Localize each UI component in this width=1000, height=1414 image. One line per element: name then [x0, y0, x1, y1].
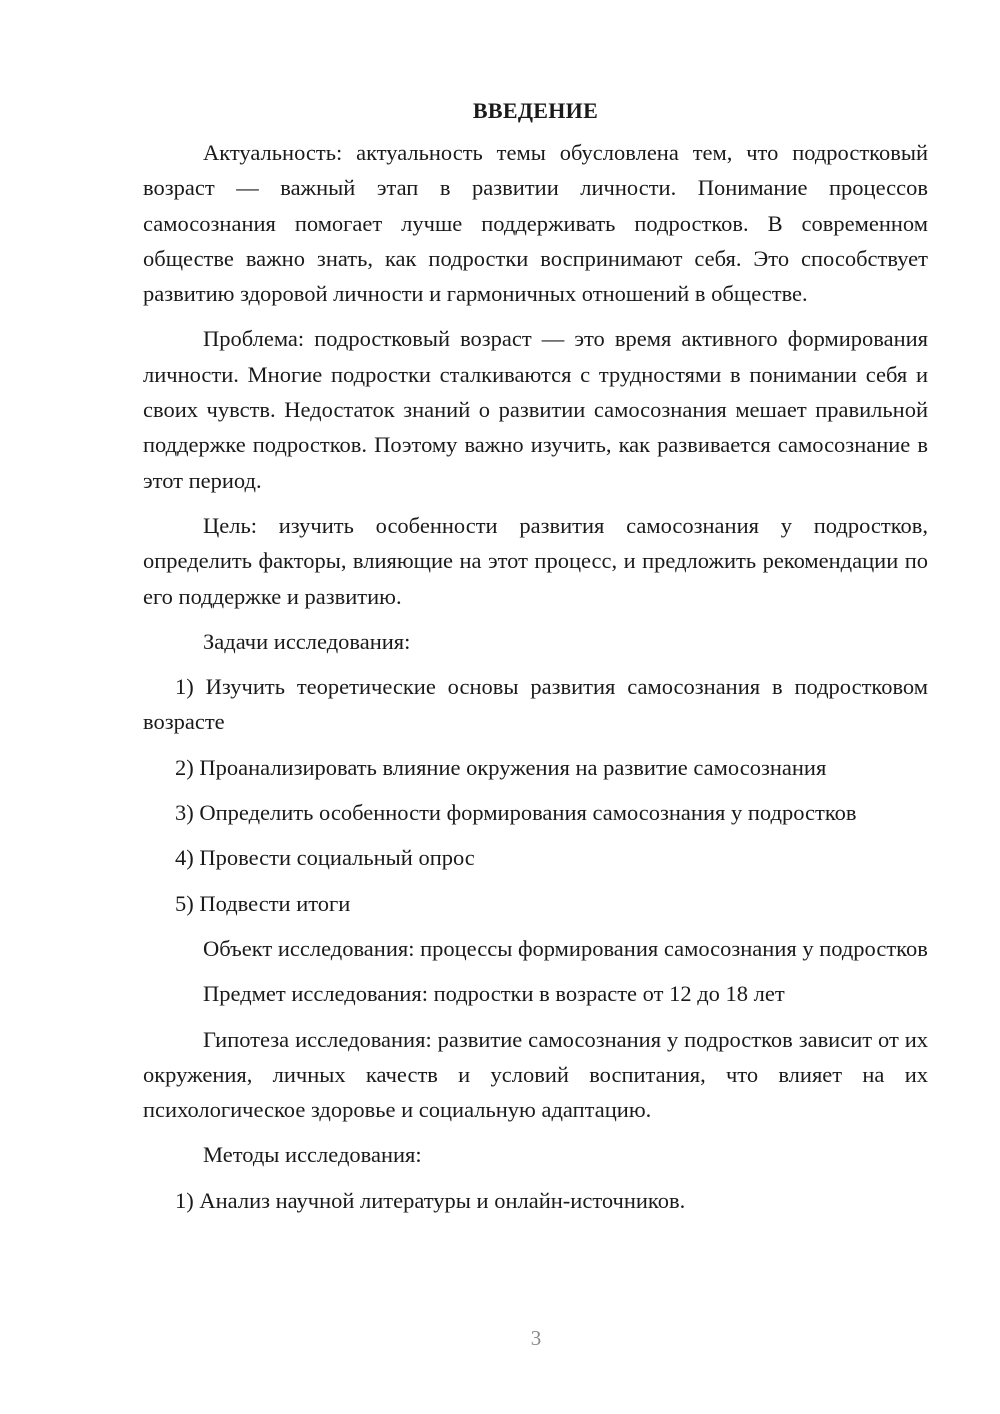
tasks-heading: Задачи исследования: [203, 628, 411, 654]
methods-heading: Методы исследования: [203, 1142, 422, 1168]
object-paragraph: Объект исследования: процессы формирования самосознания у подростков [203, 935, 928, 961]
page-number: 3 [530, 1326, 542, 1350]
problem-paragraph: Проблема: подростковый возраст — это время активного формирования личности. Многие подростки сталкиваются с трудностями в понимании себя и своих чувств. Недостаток знаний о развитии самосознания мешает правильной поддержке подростков. Поэтому важно изучить, как развивается самосознание в этот период. [143, 326, 928, 493]
relevance-paragraph: Актуальность: актуальность темы обусловлена тем, что подростковый возраст — важный этап в развитии личности. Понимание процессов самосознания помогает лучше поддерживать подростков. В современном обществе важно знать, как подростки воспринимают себя. Это способствует развитию здоровой личности и гармоничных отношений в обществе. [143, 140, 928, 307]
task-item-3: 3) Определить особенности формирования самосознания у подростков [175, 800, 857, 826]
method-item-1: 1) Анализ научной литературы и онлайн-источников. [175, 1187, 686, 1213]
page-content [143, 93, 928, 1228]
task-item-4: 4) Провести социальный опрос [175, 845, 475, 871]
goal-paragraph: Цель: изучить особенности развития самосознания у подростков, определить факторы, влияющие на этот процесс, и предложить рекомендации по его поддержке и развитию. [143, 512, 928, 609]
task-item-1: 1) Изучить теоретические основы развития самосознания в подростковом возрасте [143, 674, 928, 735]
task-item-5: 5) Подвести итоги [175, 890, 351, 916]
task-item-2: 2) Проанализировать влияние окружения на развитие самосознания [175, 754, 827, 780]
section-title: ВВЕДЕНИЕ [472, 98, 599, 123]
hypothesis-paragraph: Гипотеза исследования: развитие самосознания у подростков зависит от их окружения, личных качеств и условий воспитания, что влияет на их психологическое здоровье и социальную адаптацию. [143, 1026, 928, 1123]
subject-paragraph: Предмет исследования: подростки в возрасте от 12 до 18 лет [203, 981, 785, 1007]
